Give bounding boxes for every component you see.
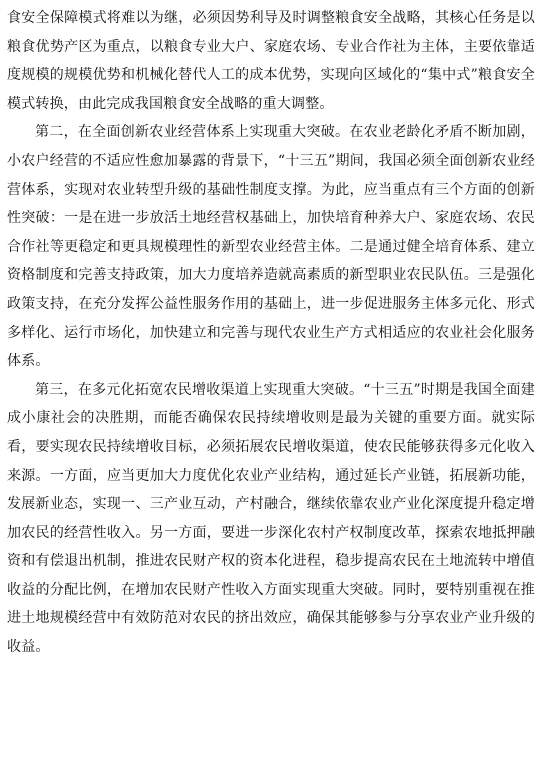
paragraph-continuation: 食安全保障模式将难以为继，必须因势利导及时调整粮食安全战略，其核心任务是以粮食优势产区为重点，以粮食专业大户、家庭农场、专业合作社为主体，主要依靠适度规模的规模优势和机械化替代人工的成本优势，实现向区域化的“集中式”粮食安全模式转换，由此完成我国粮食安全战略的重大调整。 bbox=[7, 10, 535, 112]
paragraph-second-breakthrough: 第二，在全面创新农业经营体系上实现重大突破。在农业老龄化矛盾不断加剧，小农户经营的不适应性愈加暴露的背景下，“十三五”期间，我国必须全面创新农业经营体系，实现对农业转型升级的基础性制度支撑。为此，应当重点有三个方面的创新性突破：一是在进一步放活土地经营权基础上，加快培育种养大户、家庭农场、农民合作社等更稳定和更具规模理性的新型农业经营主体。二是通过健全培育体系、建立资格制度和完善支持政策，加大力度培养造就高素质的新型职业农民队伍。三是强化政策支持，在充分发挥公益性服务作用的基础上，进一步促进服务主体多元化、形式多样化、运行市场化，加快建立和完善与现代农业生产方式相适应的农业社会化服务体系。 bbox=[7, 124, 535, 370]
paragraph-third-breakthrough: 第三，在多元化拓宽农民增收渠道上实现重大突破。“十三五”时期是我国全面建成小康社会的决胜期，而能否确保农民持续增收则是最为关键的重要方面。就实际看，要实现农民持续增收目标，必须拓展农民增收渠道，使农民能够获得多元化收入来源。一方面，应当更加大力度优化农业产业结构，通过延长产业链，拓展新功能，发展新业态，实现一、三产业互动，产村融合，继续依靠农业产业化深度提升稳定增加农民的经营性收入。另一方面，要进一步深化农村产权制度改革，探索农地抵押融资和有偿退出机制，推进农民财产权的资本化进程，稳步提高农民在土地流转中增值收益的分配比例，在增加农民财产性收入方面实现重大突破。同时，要特别重视在推进土地规模经营中有效防范对农民的挤出效应，确保其能够参与分享农业产业升级的收益。 bbox=[7, 381, 535, 656]
